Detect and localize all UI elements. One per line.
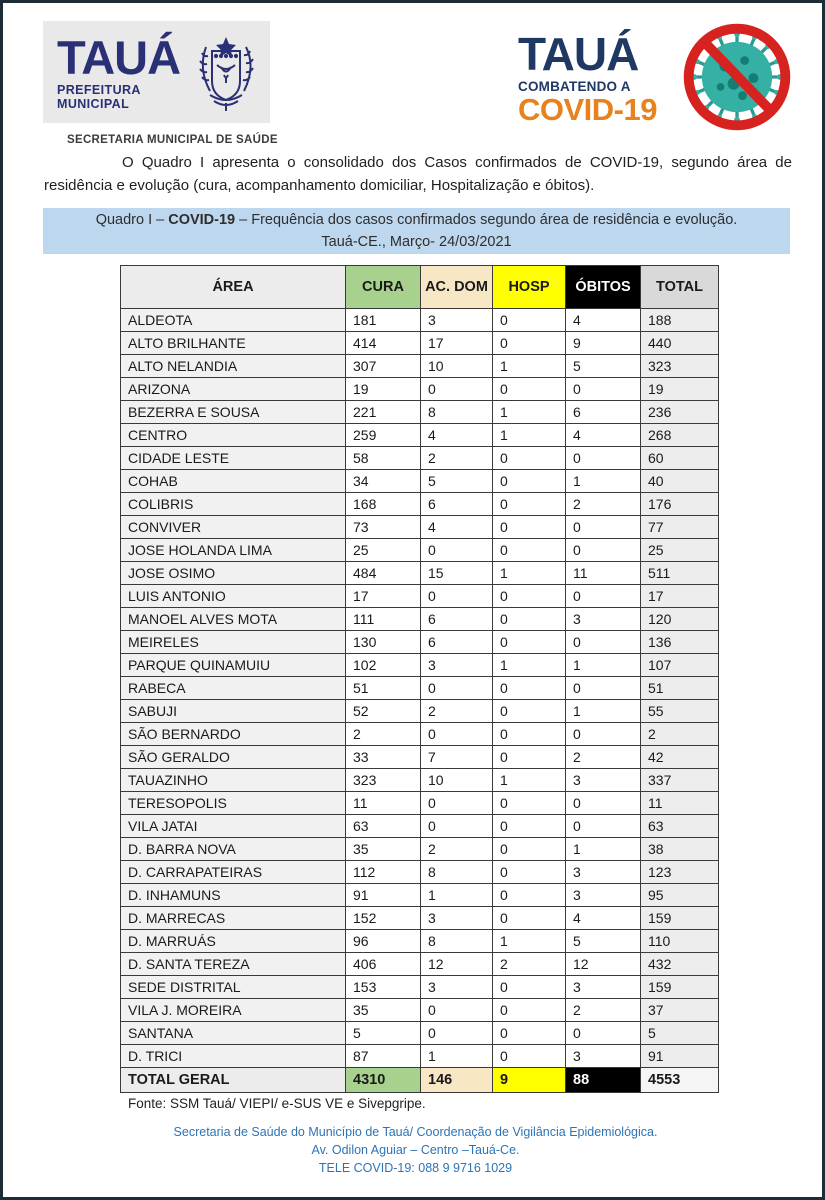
table-row	[121, 953, 719, 976]
total-label: TOTAL GERAL	[121, 1068, 346, 1093]
value-cell: 111	[346, 608, 421, 631]
value-cell: 10	[421, 355, 493, 378]
value-cell: 60	[641, 447, 719, 470]
value-cell: 268	[641, 424, 719, 447]
value-cell: 2	[641, 723, 719, 746]
area-cell: D. TRICI	[121, 1045, 346, 1068]
value-cell: 0	[493, 631, 566, 654]
area-cell: D. BARRA NOVA	[121, 838, 346, 861]
value-cell: 2	[421, 700, 493, 723]
value-cell: 0	[493, 493, 566, 516]
value-cell: 0	[493, 447, 566, 470]
value-cell: 0	[566, 677, 641, 700]
table-row	[121, 424, 719, 447]
value-cell: 12	[421, 953, 493, 976]
banner-date-line: Tauá-CE., Março- 24/03/2021	[321, 233, 512, 250]
value-cell: 1	[566, 654, 641, 677]
table-row	[121, 769, 719, 792]
area-cell: CENTRO	[121, 424, 346, 447]
column-header-acdom: AC. DOM	[421, 266, 493, 309]
value-cell: 102	[346, 654, 421, 677]
campaign-logo-line3: COVID-19	[518, 91, 657, 127]
value-cell: 87	[346, 1045, 421, 1068]
area-cell: SÃO BERNARDO	[121, 723, 346, 746]
area-cell: D. INHAMUNS	[121, 884, 346, 907]
area-cell: SEDE DISTRITAL	[121, 976, 346, 999]
total-acdom-cell: 146	[421, 1068, 493, 1093]
value-cell: 5	[566, 355, 641, 378]
value-cell: 1	[566, 838, 641, 861]
no-virus-icon	[678, 21, 796, 138]
value-cell: 17	[421, 332, 493, 355]
value-cell: 3	[566, 608, 641, 631]
value-cell: 0	[566, 378, 641, 401]
value-cell: 110	[641, 930, 719, 953]
value-cell: 2	[421, 838, 493, 861]
campaign-logo	[518, 23, 798, 135]
area-cell: CONVIVER	[121, 516, 346, 539]
table-row	[121, 976, 719, 999]
value-cell: 0	[421, 677, 493, 700]
value-cell: 63	[641, 815, 719, 838]
value-cell: 3	[566, 769, 641, 792]
value-cell: 0	[493, 470, 566, 493]
value-cell: 0	[566, 792, 641, 815]
campaign-logo-line2: COMBATENDO A	[518, 78, 631, 94]
value-cell: 51	[641, 677, 719, 700]
value-cell: 130	[346, 631, 421, 654]
value-cell: 11	[566, 562, 641, 585]
value-cell: 2	[421, 447, 493, 470]
value-cell: 0	[493, 999, 566, 1022]
value-cell: 0	[493, 861, 566, 884]
value-cell: 181	[346, 309, 421, 332]
area-cell: ARIZONA	[121, 378, 346, 401]
value-cell: 511	[641, 562, 719, 585]
value-cell: 120	[641, 608, 719, 631]
value-cell: 414	[346, 332, 421, 355]
table-row	[121, 861, 719, 884]
value-cell: 152	[346, 907, 421, 930]
value-cell: 15	[421, 562, 493, 585]
value-cell: 168	[346, 493, 421, 516]
banner-line1-bold: COVID-19	[168, 212, 236, 228]
value-cell: 77	[641, 516, 719, 539]
value-cell: 11	[346, 792, 421, 815]
quadro-banner	[43, 208, 790, 254]
value-cell: 1	[493, 562, 566, 585]
value-cell: 6	[421, 631, 493, 654]
value-cell: 5	[641, 1022, 719, 1045]
table-row	[121, 907, 719, 930]
value-cell: 323	[641, 355, 719, 378]
column-header-area: ÁREA	[121, 266, 346, 309]
table-row	[121, 815, 719, 838]
value-cell: 91	[641, 1045, 719, 1068]
value-cell: 1	[493, 769, 566, 792]
table-row	[121, 631, 719, 654]
table-row	[121, 332, 719, 355]
table-row	[121, 378, 719, 401]
value-cell: 3	[421, 976, 493, 999]
table-row	[121, 999, 719, 1022]
area-cell: ALTO BRILHANTE	[121, 332, 346, 355]
value-cell: 406	[346, 953, 421, 976]
area-cell: BEZERRA E SOUSA	[121, 401, 346, 424]
value-cell: 5	[566, 930, 641, 953]
value-cell: 58	[346, 447, 421, 470]
value-cell: 9	[566, 332, 641, 355]
value-cell: 6	[421, 608, 493, 631]
value-cell: 0	[493, 539, 566, 562]
value-cell: 4	[566, 907, 641, 930]
value-cell: 2	[566, 493, 641, 516]
value-cell: 40	[641, 470, 719, 493]
value-cell: 52	[346, 700, 421, 723]
value-cell: 0	[493, 378, 566, 401]
value-cell: 0	[493, 746, 566, 769]
covid-cases-table	[120, 265, 719, 1093]
total-cura-cell: 4310	[346, 1068, 421, 1093]
table-row	[121, 792, 719, 815]
value-cell: 42	[641, 746, 719, 769]
table-row	[121, 746, 719, 769]
value-cell: 5	[421, 470, 493, 493]
value-cell: 0	[493, 608, 566, 631]
table-row	[121, 447, 719, 470]
value-cell: 3	[421, 309, 493, 332]
column-header-total: TOTAL	[641, 266, 719, 309]
table-row	[121, 1045, 719, 1068]
value-cell: 153	[346, 976, 421, 999]
banner-line1-prefix: Quadro I –	[95, 212, 169, 228]
prefeitura-logo	[43, 21, 270, 123]
value-cell: 19	[641, 378, 719, 401]
table-row	[121, 654, 719, 677]
table-row	[121, 562, 719, 585]
area-cell: ALTO NELANDIA	[121, 355, 346, 378]
value-cell: 0	[566, 1022, 641, 1045]
value-cell: 34	[346, 470, 421, 493]
area-cell: RABECA	[121, 677, 346, 700]
value-cell: 159	[641, 907, 719, 930]
area-cell: PARQUE QUINAMUIU	[121, 654, 346, 677]
banner-line1	[43, 210, 790, 232]
value-cell: 35	[346, 999, 421, 1022]
campaign-logo-text	[518, 28, 678, 127]
table-row	[121, 493, 719, 516]
value-cell: 2	[566, 746, 641, 769]
value-cell: 2	[493, 953, 566, 976]
value-cell: 6	[421, 493, 493, 516]
value-cell: 2	[566, 999, 641, 1022]
table-row	[121, 677, 719, 700]
area-cell: D. SANTA TEREZA	[121, 953, 346, 976]
value-cell: 1	[421, 1045, 493, 1068]
value-cell: 3	[421, 654, 493, 677]
value-cell: 0	[493, 907, 566, 930]
table-body	[121, 309, 719, 1068]
area-cell: TERESOPOLIS	[121, 792, 346, 815]
area-cell: D. MARRECAS	[121, 907, 346, 930]
area-cell: SANTANA	[121, 1022, 346, 1045]
page-footer	[3, 1123, 825, 1177]
secretaria-label: SECRETARIA MUNICIPAL DE SAÚDE	[67, 134, 278, 146]
area-cell: CIDADE LESTE	[121, 447, 346, 470]
value-cell: 484	[346, 562, 421, 585]
value-cell: 1	[493, 401, 566, 424]
value-cell: 2	[346, 723, 421, 746]
value-cell: 3	[566, 884, 641, 907]
value-cell: 1	[566, 700, 641, 723]
value-cell: 236	[641, 401, 719, 424]
table-row	[121, 700, 719, 723]
value-cell: 3	[421, 907, 493, 930]
table-row	[121, 470, 719, 493]
value-cell: 1	[493, 930, 566, 953]
value-cell: 19	[346, 378, 421, 401]
value-cell: 0	[493, 815, 566, 838]
area-cell: MANOEL ALVES MOTA	[121, 608, 346, 631]
value-cell: 221	[346, 401, 421, 424]
area-cell: JOSE OSIMO	[121, 562, 346, 585]
area-cell: COLIBRIS	[121, 493, 346, 516]
value-cell: 96	[346, 930, 421, 953]
table-row	[121, 401, 719, 424]
value-cell: 123	[641, 861, 719, 884]
area-cell: MEIRELES	[121, 631, 346, 654]
value-cell: 5	[346, 1022, 421, 1045]
intro-paragraph: O Quadro I apresenta o consolidado dos Casos confirmados de COVID-19, segundo área de residência e evolução (cura, acompanhamento domiciliar, Hospitalização e óbitos).	[44, 154, 792, 195]
table-header-row	[121, 266, 719, 309]
value-cell: 0	[566, 815, 641, 838]
column-header-cura: CURA	[346, 266, 421, 309]
value-cell: 432	[641, 953, 719, 976]
value-cell: 3	[566, 1045, 641, 1068]
value-cell: 112	[346, 861, 421, 884]
total-hosp-cell: 9	[493, 1068, 566, 1093]
total-row	[121, 1068, 719, 1093]
value-cell: 0	[493, 1022, 566, 1045]
value-cell: 0	[421, 378, 493, 401]
value-cell: 0	[493, 1045, 566, 1068]
value-cell: 0	[566, 723, 641, 746]
area-cell: D. MARRUÁS	[121, 930, 346, 953]
value-cell: 3	[566, 976, 641, 999]
value-cell: 4	[421, 516, 493, 539]
banner-line1-suffix: – Frequência dos casos confirmados segundo área de residência e evolução.	[235, 212, 738, 228]
table-row	[121, 1022, 719, 1045]
value-cell: 1	[566, 470, 641, 493]
area-cell: LUIS ANTONIO	[121, 585, 346, 608]
value-cell: 0	[493, 309, 566, 332]
value-cell: 8	[421, 401, 493, 424]
value-cell: 10	[421, 769, 493, 792]
value-cell: 63	[346, 815, 421, 838]
value-cell: 0	[566, 585, 641, 608]
prefeitura-logo-subtitle: PREFEITURA MUNICIPAL	[57, 82, 141, 111]
table-footer	[121, 1068, 719, 1093]
value-cell: 0	[493, 700, 566, 723]
footer-line2: Av. Odilon Aguiar – Centro –Tauá-Ce.	[311, 1143, 520, 1158]
column-header-obitos: ÓBITOS	[566, 266, 641, 309]
table-row	[121, 585, 719, 608]
value-cell: 0	[566, 539, 641, 562]
value-cell: 176	[641, 493, 719, 516]
column-header-hosp: HOSP	[493, 266, 566, 309]
value-cell: 337	[641, 769, 719, 792]
value-cell: 0	[493, 884, 566, 907]
value-cell: 0	[493, 332, 566, 355]
source-note: Fonte: SSM Tauá/ VIEPI/ e-SUS VE e Sivepgripe.	[128, 1096, 426, 1111]
area-cell: VILA JATAI	[121, 815, 346, 838]
value-cell: 0	[493, 516, 566, 539]
value-cell: 7	[421, 746, 493, 769]
value-cell: 136	[641, 631, 719, 654]
value-cell: 0	[493, 976, 566, 999]
area-cell: SÃO GERALDO	[121, 746, 346, 769]
value-cell: 0	[493, 677, 566, 700]
value-cell: 25	[641, 539, 719, 562]
area-cell: VILA J. MOREIRA	[121, 999, 346, 1022]
value-cell: 6	[566, 401, 641, 424]
value-cell: 1	[493, 424, 566, 447]
value-cell: 12	[566, 953, 641, 976]
area-cell: COHAB	[121, 470, 346, 493]
value-cell: 33	[346, 746, 421, 769]
table-row	[121, 884, 719, 907]
footer-line1: Secretaria de Saúde do Município de Tauá/ Coordenação de Vigilância Epidemiológica.	[173, 1125, 658, 1139]
value-cell: 0	[421, 999, 493, 1022]
table-row	[121, 723, 719, 746]
value-cell: 307	[346, 355, 421, 378]
value-cell: 4	[566, 309, 641, 332]
table-row	[121, 838, 719, 861]
value-cell: 0	[566, 516, 641, 539]
value-cell: 0	[421, 585, 493, 608]
table-row	[121, 516, 719, 539]
table-row	[121, 930, 719, 953]
value-cell: 1	[421, 884, 493, 907]
value-cell: 259	[346, 424, 421, 447]
value-cell: 8	[421, 930, 493, 953]
value-cell: 0	[493, 723, 566, 746]
value-cell: 17	[641, 585, 719, 608]
footer-line3: TELE COVID-19: 088 9 9716 1029	[318, 1161, 513, 1176]
value-cell: 0	[421, 792, 493, 815]
value-cell: 107	[641, 654, 719, 677]
table-row	[121, 309, 719, 332]
value-cell: 440	[641, 332, 719, 355]
value-cell: 159	[641, 976, 719, 999]
value-cell: 1	[493, 654, 566, 677]
value-cell: 51	[346, 677, 421, 700]
value-cell: 38	[641, 838, 719, 861]
value-cell: 0	[421, 815, 493, 838]
area-cell: JOSE HOLANDA LIMA	[121, 539, 346, 562]
area-cell: D. CARRAPATEIRAS	[121, 861, 346, 884]
prefeitura-logo-text	[57, 30, 186, 111]
value-cell: 4	[566, 424, 641, 447]
area-cell: TAUAZINHO	[121, 769, 346, 792]
table-row	[121, 608, 719, 631]
value-cell: 73	[346, 516, 421, 539]
value-cell: 1	[493, 355, 566, 378]
value-cell: 0	[421, 1022, 493, 1045]
table-row	[121, 539, 719, 562]
total-obitos-cell: 88	[566, 1068, 641, 1093]
value-cell: 91	[346, 884, 421, 907]
value-cell: 3	[566, 861, 641, 884]
value-cell: 25	[346, 539, 421, 562]
value-cell: 0	[566, 631, 641, 654]
value-cell: 8	[421, 861, 493, 884]
area-cell: SABUJI	[121, 700, 346, 723]
campaign-logo-title: TAUÁ	[518, 28, 639, 81]
value-cell: 0	[493, 838, 566, 861]
value-cell: 11	[641, 792, 719, 815]
table-header	[121, 266, 719, 309]
value-cell: 188	[641, 309, 719, 332]
value-cell: 0	[421, 539, 493, 562]
value-cell: 95	[641, 884, 719, 907]
coat-of-arms-icon	[186, 23, 264, 122]
table-row	[121, 355, 719, 378]
value-cell: 37	[641, 999, 719, 1022]
value-cell: 55	[641, 700, 719, 723]
value-cell: 0	[421, 723, 493, 746]
value-cell: 4	[421, 424, 493, 447]
area-cell: ALDEOTA	[121, 309, 346, 332]
prefeitura-logo-title: TAUÁ	[57, 30, 181, 84]
value-cell: 323	[346, 769, 421, 792]
value-cell: 17	[346, 585, 421, 608]
value-cell: 0	[493, 792, 566, 815]
total-total-cell: 4553	[641, 1068, 719, 1093]
value-cell: 0	[493, 585, 566, 608]
value-cell: 35	[346, 838, 421, 861]
value-cell: 0	[566, 447, 641, 470]
